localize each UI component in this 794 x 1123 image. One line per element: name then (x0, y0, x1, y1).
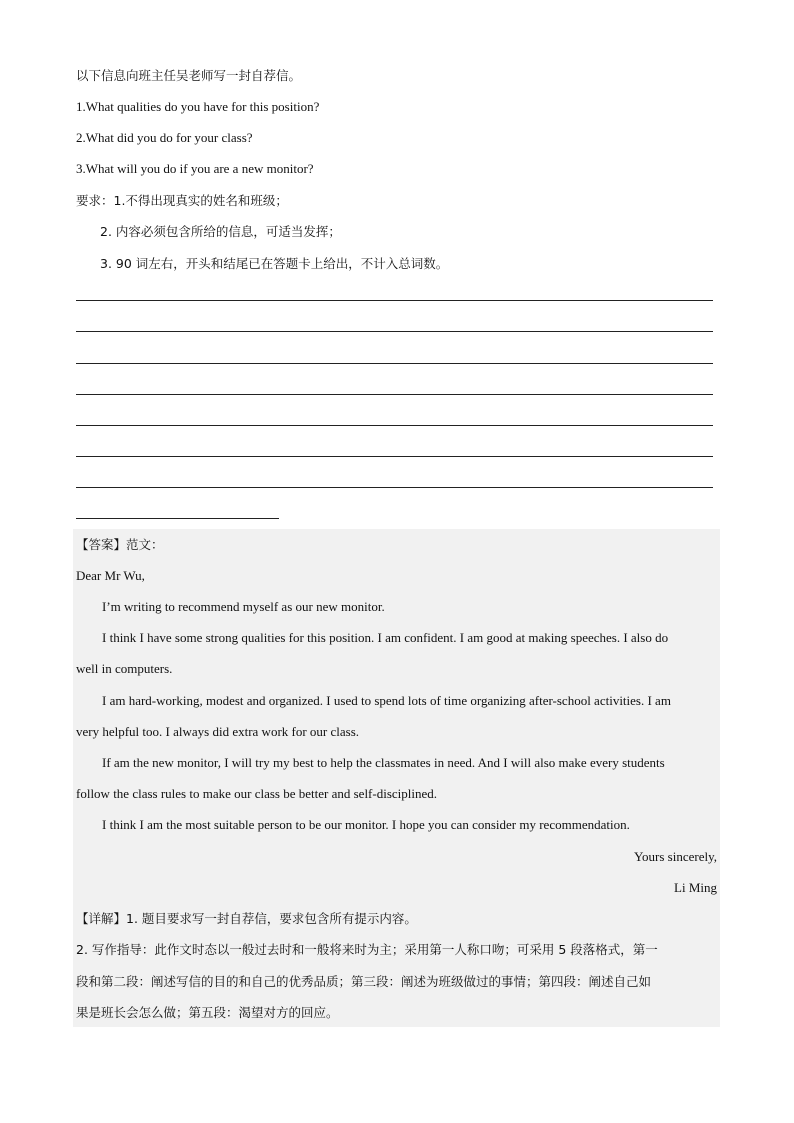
letter-greeting: Dear Mr Wu, (76, 568, 145, 583)
explanation-line-2: 2. 写作指导：此作文时态以一般过去时和一般将来时为主；采用第一人称口吻；可采用 5 段落格式，第一 (76, 942, 658, 957)
letter-paragraph-3-line-2: very helpful too. I always did extra work for our class. (76, 724, 360, 739)
answer-heading: 【答案】范文： (76, 537, 164, 552)
question-2: 2.What did you do for your class? (76, 130, 253, 145)
answer-line-5 (76, 425, 713, 426)
explanation-line-3: 段和第二段：阐述写信的目的和自己的优秀品质；第三段：阐述为班级做过的事情；第四段：阐述自己如 (76, 974, 652, 989)
requirement-1: 要求：1.不得出现真实的姓名和班级； (76, 193, 288, 208)
answer-line-3 (76, 363, 713, 364)
answer-line-4 (76, 394, 713, 395)
answer-line-6 (76, 456, 713, 457)
letter-paragraph-3-line-1: I am hard-working, modest and organized. I used to spend lots of time organizing after-school activities. I am (102, 693, 671, 708)
letter-paragraph-2-line-1: I think I have some strong qualities for this position. I am confident. I am good at making speeches. I also do (102, 630, 669, 645)
letter-paragraph-2-line-2: well in computers. (76, 661, 173, 676)
letter-closing: Yours sincerely, (633, 849, 717, 864)
explanation-line-4: 果是班长会怎么做；第五段：渴望对方的回应。 (76, 1005, 339, 1020)
letter-paragraph-4-line-2: follow the class rules to make our class be better and self-disciplined. (76, 786, 438, 801)
answer-line-7 (76, 487, 713, 488)
requirement-3: 3. 90 词左右，开头和结尾已在答题卡上给出，不计入总词数。 (100, 256, 449, 271)
answer-line-2 (76, 331, 713, 332)
letter-signature: Li Ming (674, 880, 717, 895)
question-1: 1.What qualities do you have for this position? (76, 99, 320, 114)
prompt-intro: 以下信息向班主任吴老师写一封自荐信。 (76, 68, 302, 83)
letter-paragraph-1: I’m writing to recommend myself as our new monitor. (102, 599, 385, 614)
requirement-2: 2. 内容必须包含所给的信息，可适当发挥； (100, 224, 341, 239)
letter-paragraph-4-line-1: If am the new monitor, I will try my best to help the classmates in need. And I will also make every students (102, 755, 665, 770)
explanation-line-1: 【详解】1. 题目要求写一封自荐信，要求包含所有提示内容。 (76, 911, 417, 926)
question-3: 3.What will you do if you are a new monitor? (76, 161, 314, 176)
answer-line-8 (76, 518, 279, 519)
answer-line-1 (76, 300, 713, 301)
letter-paragraph-5: I think I am the most suitable person to be our monitor. I hope you can consider my recommendation. (102, 817, 630, 832)
